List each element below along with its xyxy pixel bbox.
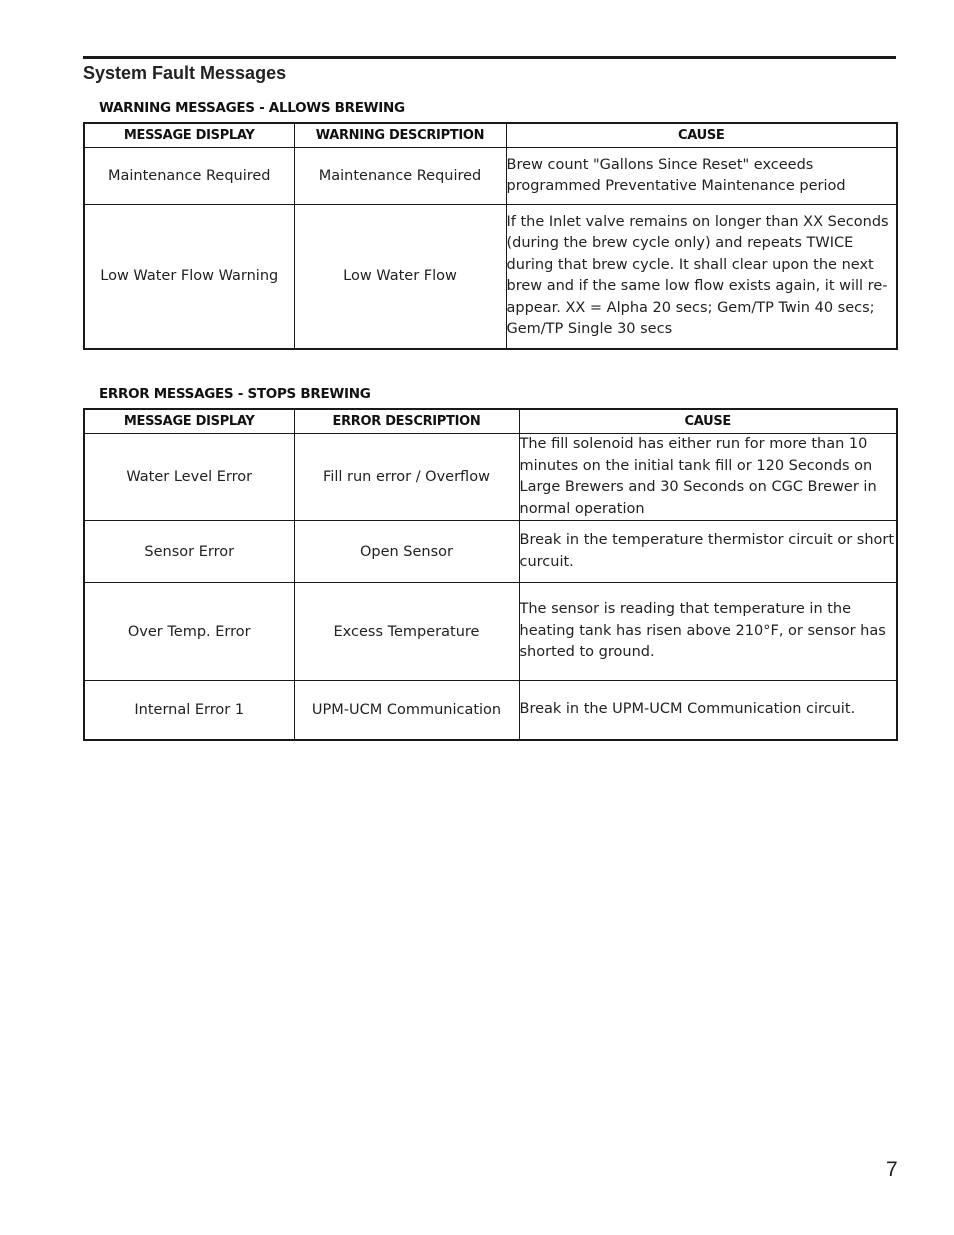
column-header-error-description: ERROR DESCRIPTION bbox=[294, 409, 519, 434]
table-row bbox=[84, 583, 897, 681]
warning-messages-table bbox=[83, 122, 898, 350]
table-row bbox=[84, 205, 897, 349]
message-display-cell: Water Level Error bbox=[84, 434, 294, 521]
warning-section-heading: WARNING MESSAGES - ALLOWS BREWING bbox=[99, 100, 405, 116]
table-header-row bbox=[84, 123, 897, 148]
cause-cell bbox=[519, 681, 897, 740]
description-cell: UPM-UCM Communication bbox=[294, 681, 519, 740]
page-number: 7 bbox=[886, 1158, 898, 1181]
description-cell: Open Sensor bbox=[294, 521, 519, 583]
table-row bbox=[84, 521, 897, 583]
message-display-cell: Internal Error 1 bbox=[84, 681, 294, 740]
cause-text: If the Inlet valve remains on longer than XX Seconds (during the brew cycle only) and repeats TWICE during that brew cycle. It shall clear upon the next brew and if the same low flow exists again, it will re-appear. XX = Alpha 20 secs; Gem/TP Twin 40 secs; Gem/TP Single 30 secs bbox=[506, 213, 889, 338]
cause-cell bbox=[519, 434, 897, 521]
table-row bbox=[84, 434, 897, 521]
page-title: System Fault Messages bbox=[83, 63, 287, 83]
cause-text: Break in the UPM-UCM Communication circuit. bbox=[519, 701, 856, 717]
message-display-cell: Over Temp. Error bbox=[84, 583, 294, 681]
column-header-cause: CAUSE bbox=[519, 409, 897, 434]
error-section-heading: ERROR MESSAGES - STOPS BREWING bbox=[99, 386, 371, 402]
description-cell: Excess Temperature bbox=[294, 583, 519, 681]
cause-cell bbox=[506, 205, 897, 349]
column-header-warning-description: WARNING DESCRIPTION bbox=[294, 123, 506, 148]
error-messages-table bbox=[83, 408, 898, 741]
message-display-cell: Sensor Error bbox=[84, 521, 294, 583]
cause-text: Brew count "Gallons Since Reset" exceeds programmed Preventative Maintenance period bbox=[506, 156, 846, 194]
message-display-cell: Maintenance Required bbox=[84, 148, 294, 205]
description-cell: Fill run error / Overflow bbox=[294, 434, 519, 521]
table-row bbox=[84, 681, 897, 740]
table-row bbox=[84, 148, 897, 205]
cause-cell bbox=[506, 148, 897, 205]
top-rule bbox=[83, 56, 896, 59]
cause-text: Break in the temperature thermistor circuit or short curcuit. bbox=[519, 532, 895, 570]
cause-cell bbox=[519, 521, 897, 583]
message-display-cell: Low Water Flow Warning bbox=[84, 205, 294, 349]
column-header-message-display: MESSAGE DISPLAY bbox=[84, 409, 294, 434]
column-header-message-display: MESSAGE DISPLAY bbox=[84, 123, 294, 148]
cause-text: The sensor is reading that temperature in the heating tank has risen above 210°F, or sensor has shorted to ground. bbox=[519, 601, 886, 661]
description-cell: Maintenance Required bbox=[294, 148, 506, 205]
cause-text: The fill solenoid has either run for more than 10 minutes on the initial tank fill or 120 Seconds on Large Brewers and 30 Seconds on CGC Brewer in normal operation bbox=[519, 436, 877, 517]
column-header-cause: CAUSE bbox=[506, 123, 897, 148]
description-cell: Low Water Flow bbox=[294, 205, 506, 349]
cause-cell bbox=[519, 583, 897, 681]
table-header-row bbox=[84, 409, 897, 434]
